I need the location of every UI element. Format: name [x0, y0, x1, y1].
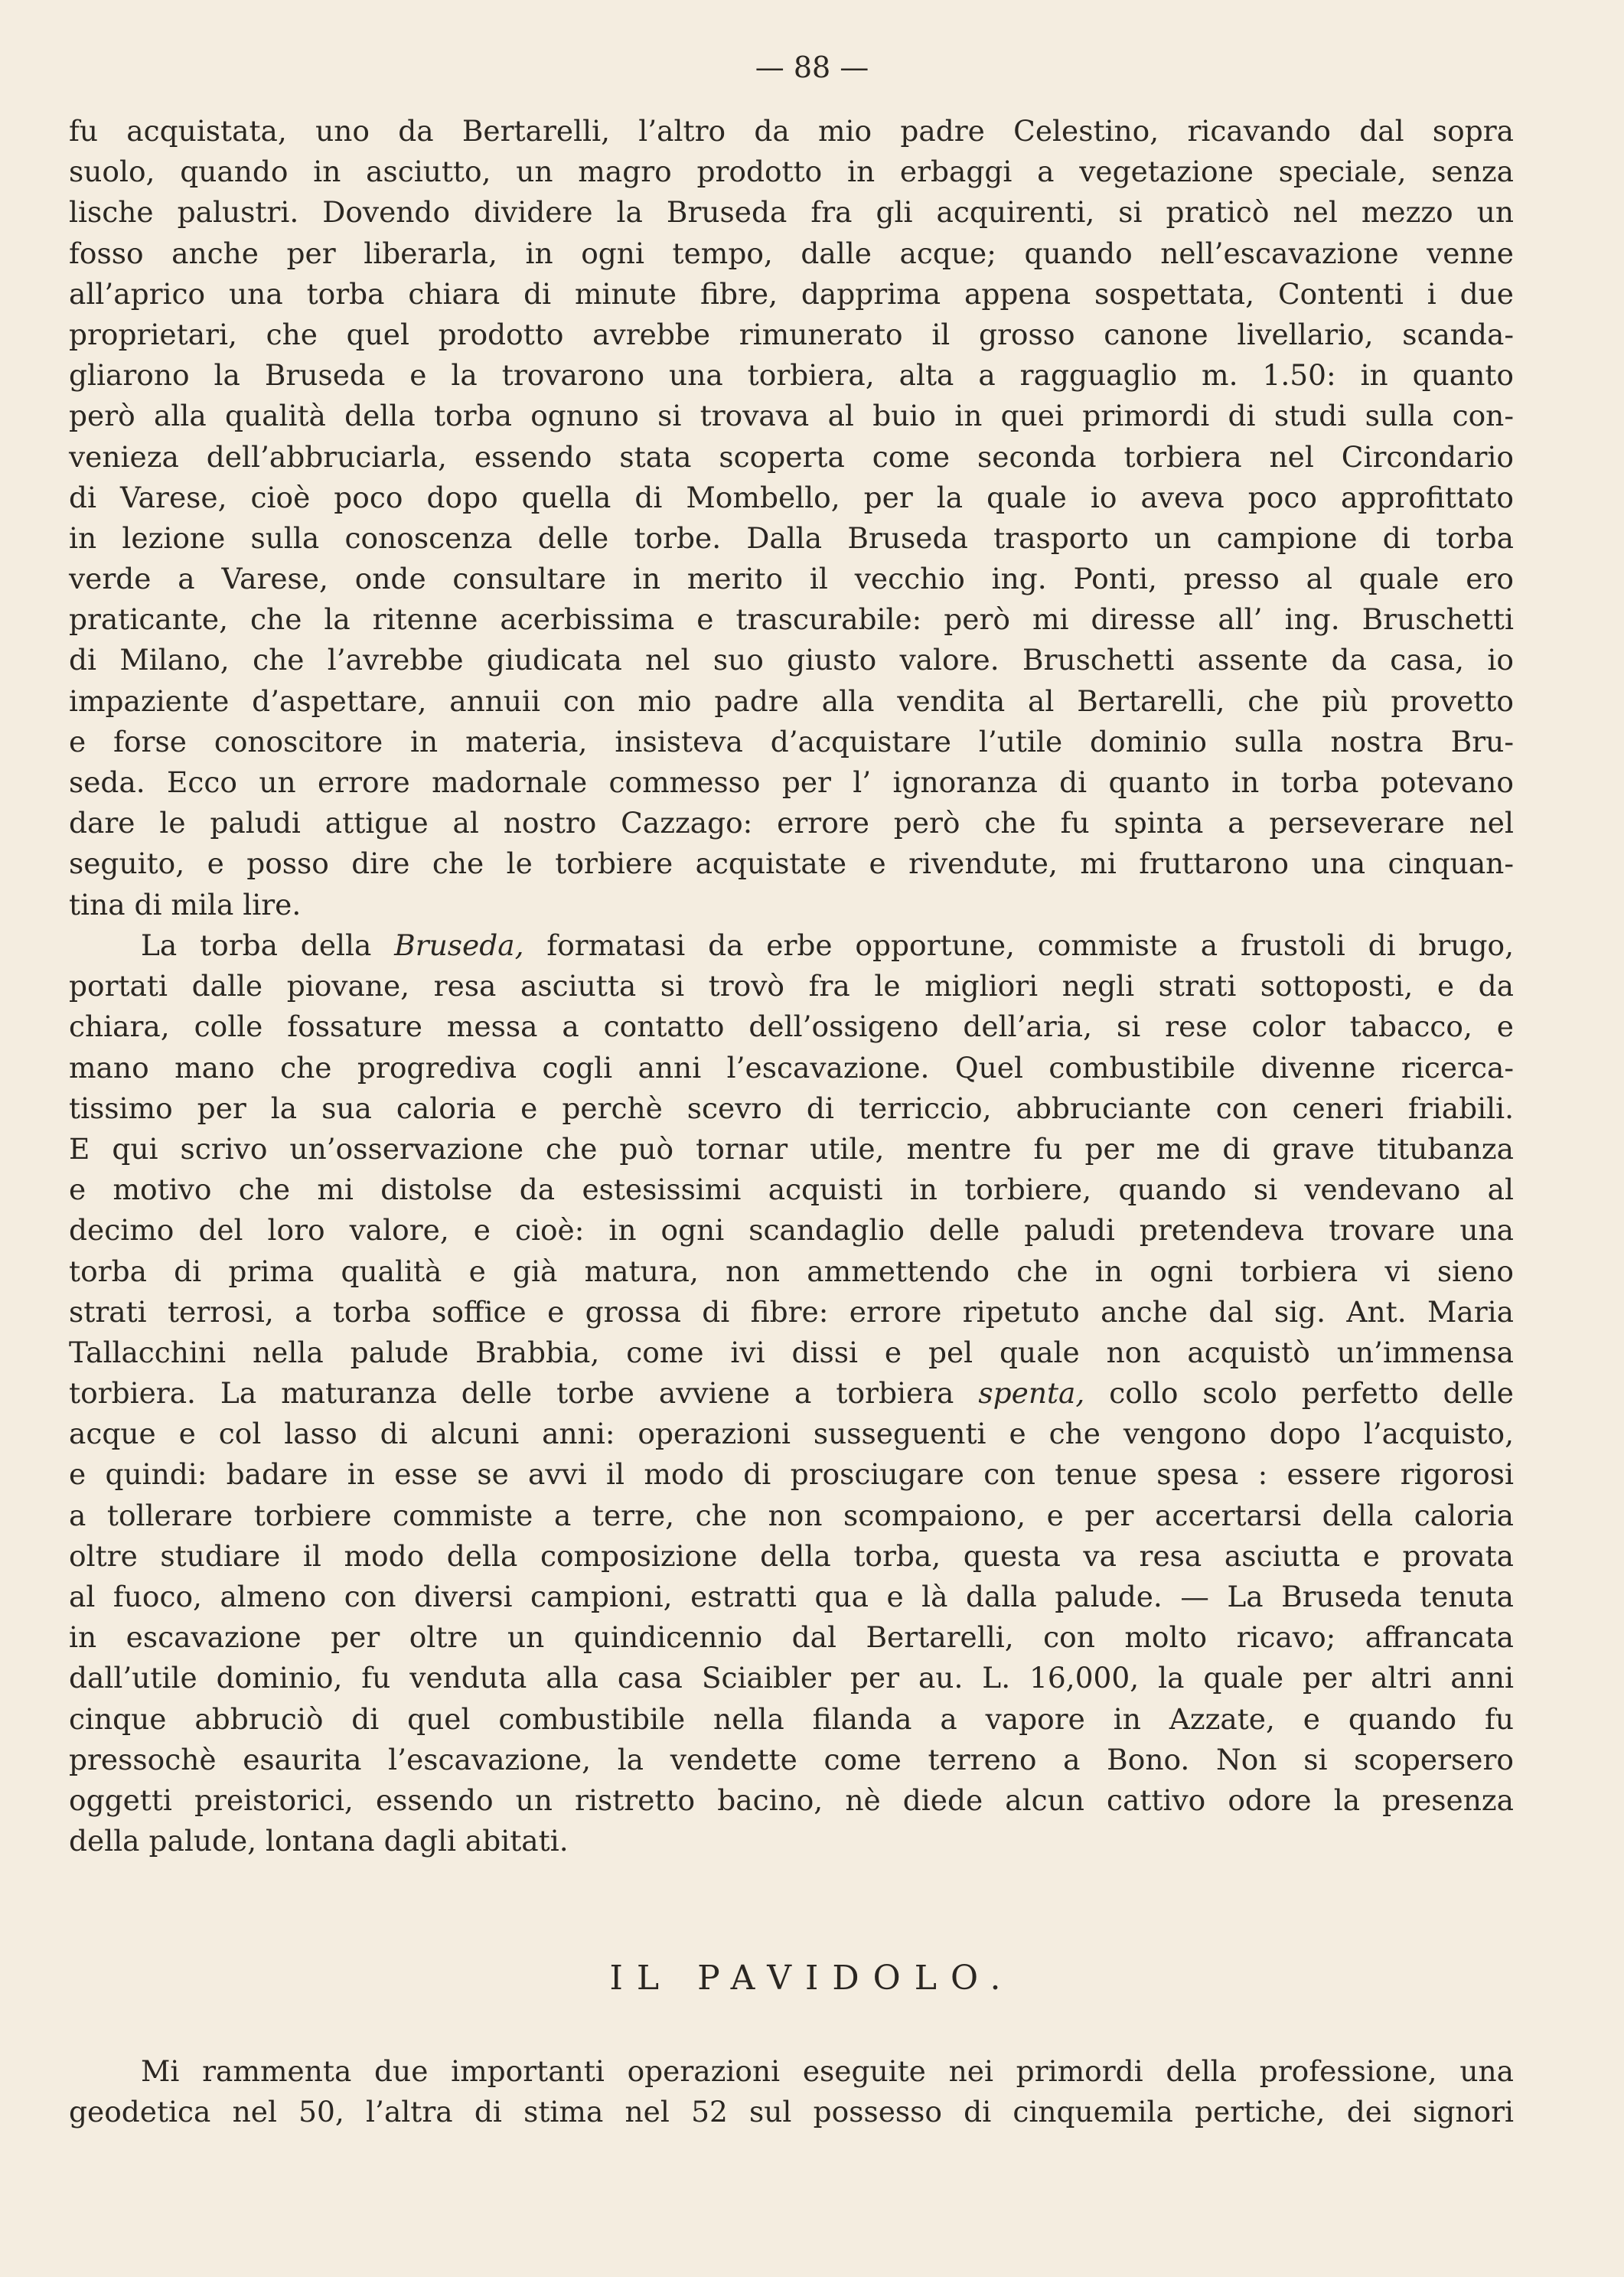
text-line: torba di prima qualità e già matura, non ammettendo che in ogni torbiera vi sieno: [69, 1254, 1514, 1288]
text-line: in lezione sulla conoscenza delle torbe. Dalla Bruseda trasporto un campione di torba: [69, 520, 1514, 555]
text-line: fosso anche per liberarla, in ogni tempo, dalle acque; quando nell’escavazione venne: [69, 236, 1514, 270]
text-line: [69, 1373, 1514, 1414]
italic-place-name: Bruseda,: [394, 928, 524, 962]
text-line: in escavazione per oltre un quindicennio dal Bertarelli, con molto ricavo; affrancata: [69, 1620, 1514, 1655]
text-line: fu acquistata, uno da Bertarelli, l’altro da mio padre Celestino, ricavando dal sopra: [69, 114, 1514, 148]
text-line: pressochè esaurita l’escavazione, la vendette come terreno a Bono. Non si scopersero: [69, 1742, 1514, 1776]
text-line: oggetti preistorici, essendo un ristretto bacino, nè diede alcun cattivo odore la presenza: [69, 1783, 1514, 1817]
text-line: dare le paludi attigue al nostro Cazzago: errore però che fu spinta a perseverare nel: [69, 806, 1514, 840]
line-text: La torba della: [141, 928, 395, 962]
text-line: suolo, quando in asciutto, un magro prodotto in erbaggi a vegetazione speciale, senza: [69, 155, 1514, 189]
text-line: oltre studiare il modo della composizione della torba, questa va resa asciutta e provata: [69, 1538, 1514, 1573]
text-line: tina di mila lire.: [69, 887, 302, 922]
text-line: seda. Ecco un errore madornale commesso per l’ ignoranza di quanto in torba potevano: [69, 765, 1514, 799]
text-line: verde a Varese, onde consultare in merito il vecchio ing. Ponti, presso al quale ero: [69, 562, 1514, 596]
text-line: Mi rammenta due importanti operazioni eseguite nei primordi della professione, una: [141, 2054, 1514, 2088]
text-line: di Milano, che l’avrebbe giudicata nel suo giusto valore. Bruschetti assente da casa, io: [69, 643, 1514, 677]
paragraph-2: [69, 925, 1514, 1861]
line-text: formatasi da erbe opportune, commiste a frustoli di brugo,: [523, 928, 1514, 962]
text-line: e motivo che mi distolse da estesissimi acquisti in torbiere, quando si vendevano al: [69, 1173, 1514, 1207]
paragraph-3: [69, 2051, 1514, 2132]
text-line: E qui scrivo un’osservazione che può tornar utile, mentre fu per me di grave titubanza: [69, 1131, 1514, 1166]
italic-term: spenta,: [978, 1376, 1085, 1411]
section-heading: IL PAVIDOLO.: [609, 1959, 1015, 1998]
text-line: portati dalle piovane, resa asciutta si trovò fra le migliori negli strati sottoposti, e da: [69, 969, 1514, 1003]
text-line: acque e col lasso di alcuni anni: operazioni susseguenti e che vengono dopo l’acquisto,: [69, 1417, 1514, 1451]
text-line: al fuoco, almeno con diversi campioni, estratti qua e là dalla palude. — La Bruseda tenuta: [69, 1580, 1514, 1613]
line-text: collo scolo perfetto delle: [1084, 1376, 1514, 1411]
text-line: cinque abbruciò di quel combustibile nella filanda a vapore in Azzate, e quando fu: [69, 1701, 1514, 1736]
text-line: [69, 925, 1514, 966]
text-line: praticante, che la ritenne acerbissima e trascurabile: però mi diresse all’ ing. Bruschetti: [69, 602, 1514, 637]
line-text: torbiera. La maturanza delle torbe avviene a torbiera: [69, 1376, 979, 1411]
text-line: mano mano che progrediva cogli anni l’escavazione. Quel combustibile divenne ricerca-: [69, 1050, 1514, 1085]
text-line: all’aprico una torba chiara di minute fibre, dapprima appena sospettata, Contenti i due: [69, 276, 1514, 311]
text-line: Tallacchini nella palude Brabbia, come ivi dissi e pel quale non acquistò un’immensa: [69, 1335, 1514, 1369]
text-line: geodetica nel 50, l’altra di stima nel 52 sul possesso di cinquemila pertiche, dei signori: [69, 2095, 1514, 2129]
text-line: però alla qualità della torba ognuno si trovava al buio in quei primordi di studi sulla con-: [69, 399, 1514, 433]
text-line: decimo del loro valore, e cioè: in ogni scandaglio delle paludi pretendeva trovare una: [69, 1213, 1514, 1248]
paragraph-1: [69, 111, 1514, 925]
text-line: chiara, colle fossature messa a contatto dell’ossigeno dell’aria, si rese color tabacco, e: [69, 1010, 1514, 1044]
text-line: a tollerare torbiere commiste a terre, che non scompaiono, e per accertarsi della caloria: [69, 1498, 1514, 1532]
text-line: di Varese, cioè poco dopo quella di Mombello, per la quale io aveva poco approfittato: [69, 480, 1514, 514]
text-line: venieza dell’abbruciarla, essendo stata scoperta come seconda torbiera nel Circondario: [69, 439, 1514, 474]
text-line: dall’utile dominio, fu venduta alla casa Sciaibler per au. L. 16,000, la quale per altri anni: [69, 1661, 1514, 1695]
text-line: della palude, lontana dagli abitati.: [69, 1824, 569, 1858]
text-line: tissimo per la sua caloria e perchè scevro di terriccio, abbruciante con ceneri friabili.: [69, 1091, 1514, 1125]
text-line: gliarono la Bruseda e la trovarono una torbiera, alta a ragguaglio m. 1.50: in quanto: [69, 358, 1514, 393]
text-line: strati terrosi, a torba soffice e grossa di fibre: errore ripetuto anche dal sig. Ant. Maria: [69, 1294, 1514, 1329]
text-line: seguito, e posso dire che le torbiere acquistate e rivendute, mi fruttarono una cinquan-: [69, 847, 1514, 881]
page-number: — 88 —: [755, 51, 869, 84]
text-line: e forse conoscitore in materia, insisteva d’acquistare l’utile dominio sulla nostra Bru-: [69, 724, 1514, 758]
text-line: impaziente d’aspettare, annuii con mio padre alla vendita al Bertarelli, che più provetto: [69, 683, 1514, 718]
text-line: e quindi: badare in esse se avvi il modo di prosciugare con tenue spesa : essere rigorosi: [69, 1457, 1514, 1492]
text-line: lische palustri. Dovendo dividere la Bruseda fra gli acquirenti, si praticò nel mezzo un: [69, 195, 1514, 230]
text-line: proprietari, che quel prodotto avrebbe rimunerato il grosso canone livellario, scanda-: [69, 317, 1514, 351]
